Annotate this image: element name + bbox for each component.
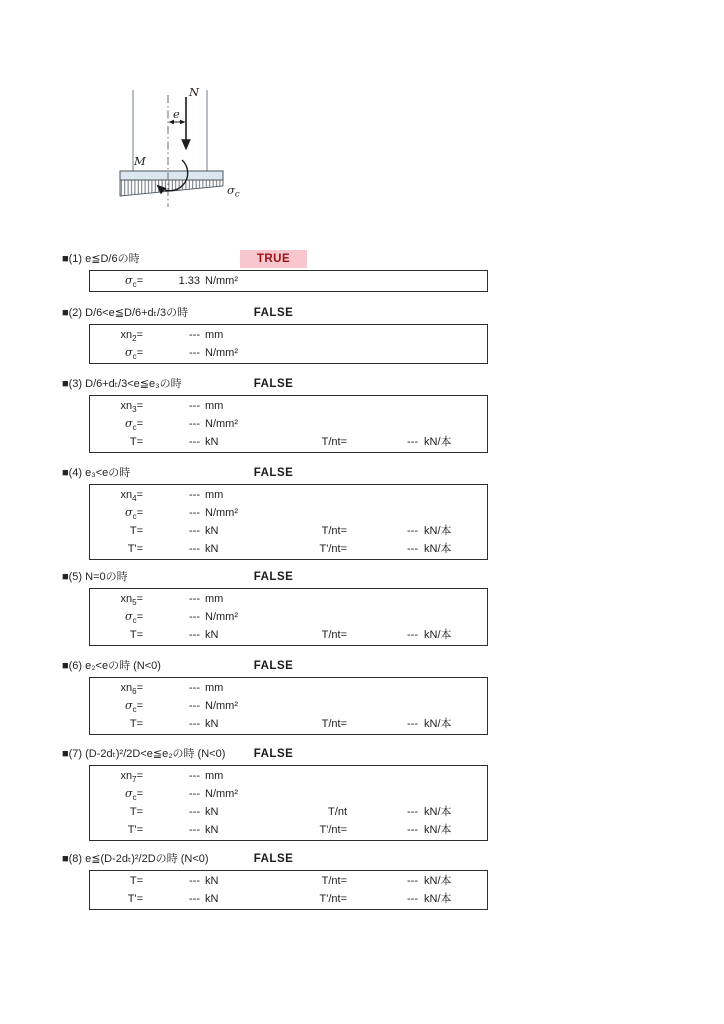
section-1-status-badge: TRUE xyxy=(240,250,307,268)
variable-label-2: T'/nt= xyxy=(319,893,347,905)
value: --- xyxy=(189,593,200,605)
value-2: --- xyxy=(407,525,418,537)
value: --- xyxy=(189,700,200,712)
variable-label: $xn_2=$ xyxy=(120,329,143,344)
unit: kN xyxy=(205,875,219,887)
variable-label: $\sigma_c=$ xyxy=(125,787,143,803)
variable-label: T= xyxy=(129,875,143,887)
variable-label: T= xyxy=(129,436,143,448)
value: --- xyxy=(189,436,200,448)
unit: kN xyxy=(205,436,219,448)
value: --- xyxy=(189,347,200,359)
variable-label: $xn_6=$ xyxy=(120,682,143,697)
axial-force-label: N xyxy=(189,85,200,99)
unit-2: kN/本 xyxy=(424,893,452,905)
value: --- xyxy=(189,525,200,537)
value: --- xyxy=(189,893,200,905)
unit: mm xyxy=(205,593,224,605)
variable-label: T= xyxy=(129,525,143,537)
value: --- xyxy=(189,543,200,555)
table-row xyxy=(90,767,487,785)
value: --- xyxy=(189,718,200,730)
variable-label: $xn_4=$ xyxy=(120,489,143,504)
value: --- xyxy=(189,875,200,887)
section-4-result-table xyxy=(89,484,488,560)
variable-label: $\sigma_c=$ xyxy=(125,610,143,626)
section-4-status-badge: FALSE xyxy=(253,467,294,479)
unit: N/mm² xyxy=(205,347,238,359)
moment-label: M xyxy=(134,154,146,168)
table-row xyxy=(90,415,487,433)
table-row xyxy=(90,590,487,608)
unit: kN xyxy=(205,824,219,836)
variable-label: $\sigma_c=$ xyxy=(125,699,143,715)
unit: mm xyxy=(205,770,224,782)
unit: mm xyxy=(205,329,224,341)
table-row xyxy=(90,890,487,908)
unit: kN xyxy=(205,806,219,818)
table-row xyxy=(90,608,487,626)
variable-label: T'= xyxy=(127,824,143,836)
unit: kN xyxy=(205,629,219,641)
stress-distribution xyxy=(120,180,223,196)
value: --- xyxy=(189,611,200,623)
section-5-result-table xyxy=(89,588,488,646)
section-2-result-table xyxy=(89,324,488,364)
table-row xyxy=(90,679,487,697)
table-row xyxy=(90,504,487,522)
value-2: --- xyxy=(407,543,418,555)
variable-label: $\sigma_c=$ xyxy=(125,274,143,290)
section-5-title: ■(5) N=0の時 xyxy=(62,571,128,583)
section-6-result-table xyxy=(89,677,488,735)
value-2: --- xyxy=(407,893,418,905)
value: --- xyxy=(189,824,200,836)
bearing-stress-label: $\sigma_c$ xyxy=(227,183,240,200)
variable-label-2: T/nt= xyxy=(321,629,347,641)
section-2-title: ■(2) D/6<e≦D/6+dₜ/3の時 xyxy=(62,307,189,319)
base-plate xyxy=(120,171,223,180)
value: --- xyxy=(189,806,200,818)
variable-label-2: T'/nt= xyxy=(319,543,347,555)
variable-label: $\sigma_c=$ xyxy=(125,417,143,433)
value: --- xyxy=(189,329,200,341)
unit-2: kN/本 xyxy=(424,875,452,887)
section-8-title: ■(8) e≦(D-2dₜ)²/2Dの時 (N<0) xyxy=(62,853,209,865)
unit-2: kN/本 xyxy=(424,543,452,555)
variable-label-2: T/nt= xyxy=(321,436,347,448)
section-6-status-badge: FALSE xyxy=(253,660,294,672)
unit: N/mm² xyxy=(205,700,238,712)
value: --- xyxy=(189,788,200,800)
unit: mm xyxy=(205,682,224,694)
table-row xyxy=(90,785,487,803)
section-6-title: ■(6) e₂<eの時 (N<0) xyxy=(62,660,161,672)
table-row xyxy=(90,540,487,558)
unit-2: kN/本 xyxy=(424,718,452,730)
table-row xyxy=(90,715,487,733)
unit-2: kN/本 xyxy=(424,824,452,836)
variable-label-2: T/nt xyxy=(328,806,347,818)
table-row xyxy=(90,397,487,415)
table-row xyxy=(90,272,487,290)
variable-label: $xn_7=$ xyxy=(120,770,143,785)
variable-label-2: T'/nt= xyxy=(319,824,347,836)
value-2: --- xyxy=(407,824,418,836)
section-1-result-table xyxy=(89,270,488,292)
value: --- xyxy=(189,770,200,782)
section-7-status-badge: FALSE xyxy=(253,748,294,760)
section-4-title: ■(4) e₃<eの時 xyxy=(62,467,131,479)
variable-label: $\sigma_c=$ xyxy=(125,506,143,522)
value: --- xyxy=(189,418,200,430)
unit: N/mm² xyxy=(205,611,238,623)
unit: N/mm² xyxy=(205,507,238,519)
table-row xyxy=(90,821,487,839)
table-row xyxy=(90,433,487,451)
variable-label: T= xyxy=(129,629,143,641)
unit: mm xyxy=(205,400,224,412)
unit-2: kN/本 xyxy=(424,629,452,641)
column-base-diagram xyxy=(106,80,276,220)
table-row xyxy=(90,522,487,540)
unit: N/mm² xyxy=(205,275,238,287)
variable-label: T'= xyxy=(127,893,143,905)
value: --- xyxy=(189,489,200,501)
variable-label: $xn_5=$ xyxy=(120,593,143,608)
unit: kN xyxy=(205,543,219,555)
section-7-title: ■(7) (D-2dₜ)²/2D<e≦e₂の時 (N<0) xyxy=(62,748,226,760)
variable-label: T= xyxy=(129,718,143,730)
value-2: --- xyxy=(407,806,418,818)
section-3-status-badge: FALSE xyxy=(253,378,294,390)
unit: kN xyxy=(205,893,219,905)
value: --- xyxy=(189,400,200,412)
variable-label: $\sigma_c=$ xyxy=(125,346,143,362)
section-2-status-badge: FALSE xyxy=(253,307,294,319)
table-row xyxy=(90,803,487,821)
table-row xyxy=(90,326,487,344)
value: 1.33 xyxy=(178,275,200,287)
table-row xyxy=(90,486,487,504)
variable-label-2: T/nt= xyxy=(321,718,347,730)
section-8-status-badge: FALSE xyxy=(253,853,294,865)
section-1-title: ■(1) e≦D/6の時 xyxy=(62,253,140,265)
variable-label: T'= xyxy=(127,543,143,555)
value-2: --- xyxy=(407,629,418,641)
unit: kN xyxy=(205,718,219,730)
section-3-result-table xyxy=(89,395,488,453)
section-8-result-table xyxy=(89,870,488,910)
table-row xyxy=(90,697,487,715)
unit-2: kN/本 xyxy=(424,436,452,448)
table-row xyxy=(90,344,487,362)
table-row xyxy=(90,626,487,644)
variable-label-2: T/nt= xyxy=(321,875,347,887)
variable-label: T= xyxy=(129,806,143,818)
value-2: --- xyxy=(407,436,418,448)
value-2: --- xyxy=(407,875,418,887)
unit: kN xyxy=(205,525,219,537)
unit: N/mm² xyxy=(205,788,238,800)
variable-label: $xn_3=$ xyxy=(120,400,143,415)
value: --- xyxy=(189,682,200,694)
value: --- xyxy=(189,629,200,641)
unit-2: kN/本 xyxy=(424,806,452,818)
section-5-status-badge: FALSE xyxy=(253,571,294,583)
unit-2: kN/本 xyxy=(424,525,452,537)
section-7-result-table xyxy=(89,765,488,841)
value: --- xyxy=(189,507,200,519)
unit: N/mm² xyxy=(205,418,238,430)
unit: mm xyxy=(205,489,224,501)
eccentricity-label: e xyxy=(173,107,180,121)
variable-label-2: T/nt= xyxy=(321,525,347,537)
section-3-title: ■(3) D/6+dₜ/3<e≦e₃の時 xyxy=(62,378,182,390)
table-row xyxy=(90,872,487,890)
value-2: --- xyxy=(407,718,418,730)
